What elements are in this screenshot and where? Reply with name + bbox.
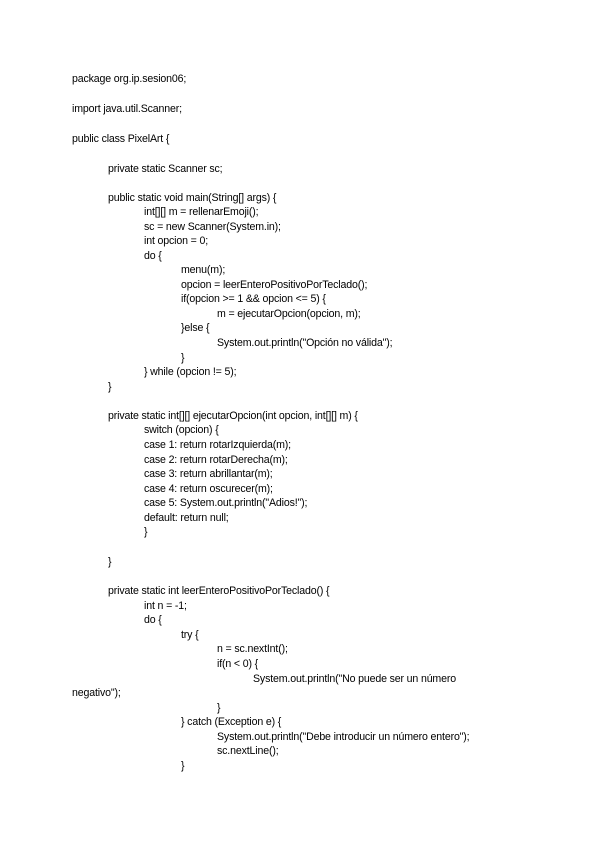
code-line: if(opcion >= 1 && opcion <= 5) { xyxy=(181,293,326,305)
code-line: System.out.println("Debe introducir un número entero"); xyxy=(217,731,470,743)
code-line: case 5: System.out.println("Adios!"); xyxy=(144,497,308,509)
code-line: negativo"); xyxy=(72,687,121,699)
code-line: package org.ip.sesion06; xyxy=(72,73,187,85)
code-line: import java.util.Scanner; xyxy=(72,103,182,115)
code-line: sc.nextLine(); xyxy=(217,745,279,757)
code-line: opcion = leerEnteroPositivoPorTeclado(); xyxy=(181,279,368,291)
code-line: do { xyxy=(144,614,162,626)
code-line: System.out.println("Opción no válida"); xyxy=(217,337,393,349)
code-line: public class PixelArt { xyxy=(72,133,170,145)
code-line: sc = new Scanner(System.in); xyxy=(144,221,281,233)
code-line: } while (opcion != 5); xyxy=(144,366,237,378)
code-line: } xyxy=(144,526,148,538)
code-line: int n = -1; xyxy=(144,600,187,612)
code-line: int[][] m = rellenarEmoji(); xyxy=(144,206,259,218)
code-line: } xyxy=(217,702,221,714)
code-line: int opcion = 0; xyxy=(144,235,209,247)
code-line: private static Scanner sc; xyxy=(108,163,223,175)
code-line: }else { xyxy=(181,322,210,334)
code-line: private static int[][] ejecutarOpcion(int opcion, int[][] m) { xyxy=(108,410,358,422)
code-line: case 2: return rotarDerecha(m); xyxy=(144,454,288,466)
code-line: default: return null; xyxy=(144,512,229,524)
code-line: do { xyxy=(144,250,162,262)
code-line: } xyxy=(181,760,185,772)
code-line: } xyxy=(108,381,112,393)
code-line: } xyxy=(108,556,112,568)
code-line: try { xyxy=(181,629,199,641)
code-line: switch (opcion) { xyxy=(144,424,219,436)
code-line: case 1: return rotarIzquierda(m); xyxy=(144,439,291,451)
code-line: } xyxy=(181,352,185,364)
code-line: menu(m); xyxy=(181,264,226,276)
code-line: case 4: return oscurecer(m); xyxy=(144,483,273,495)
code-line: public static void main(String[] args) { xyxy=(108,192,277,204)
code-line: case 3: return abrillantar(m); xyxy=(144,468,273,480)
code-line: } catch (Exception e) { xyxy=(181,716,282,728)
code-line: System.out.println("No puede ser un número xyxy=(253,673,456,685)
code-line: m = ejecutarOpcion(opcion, m); xyxy=(217,308,361,320)
code-line: private static int leerEnteroPositivoPorTeclado() { xyxy=(108,585,330,597)
code-line: if(n < 0) { xyxy=(217,658,259,670)
code-line: n = sc.nextInt(); xyxy=(217,643,288,655)
